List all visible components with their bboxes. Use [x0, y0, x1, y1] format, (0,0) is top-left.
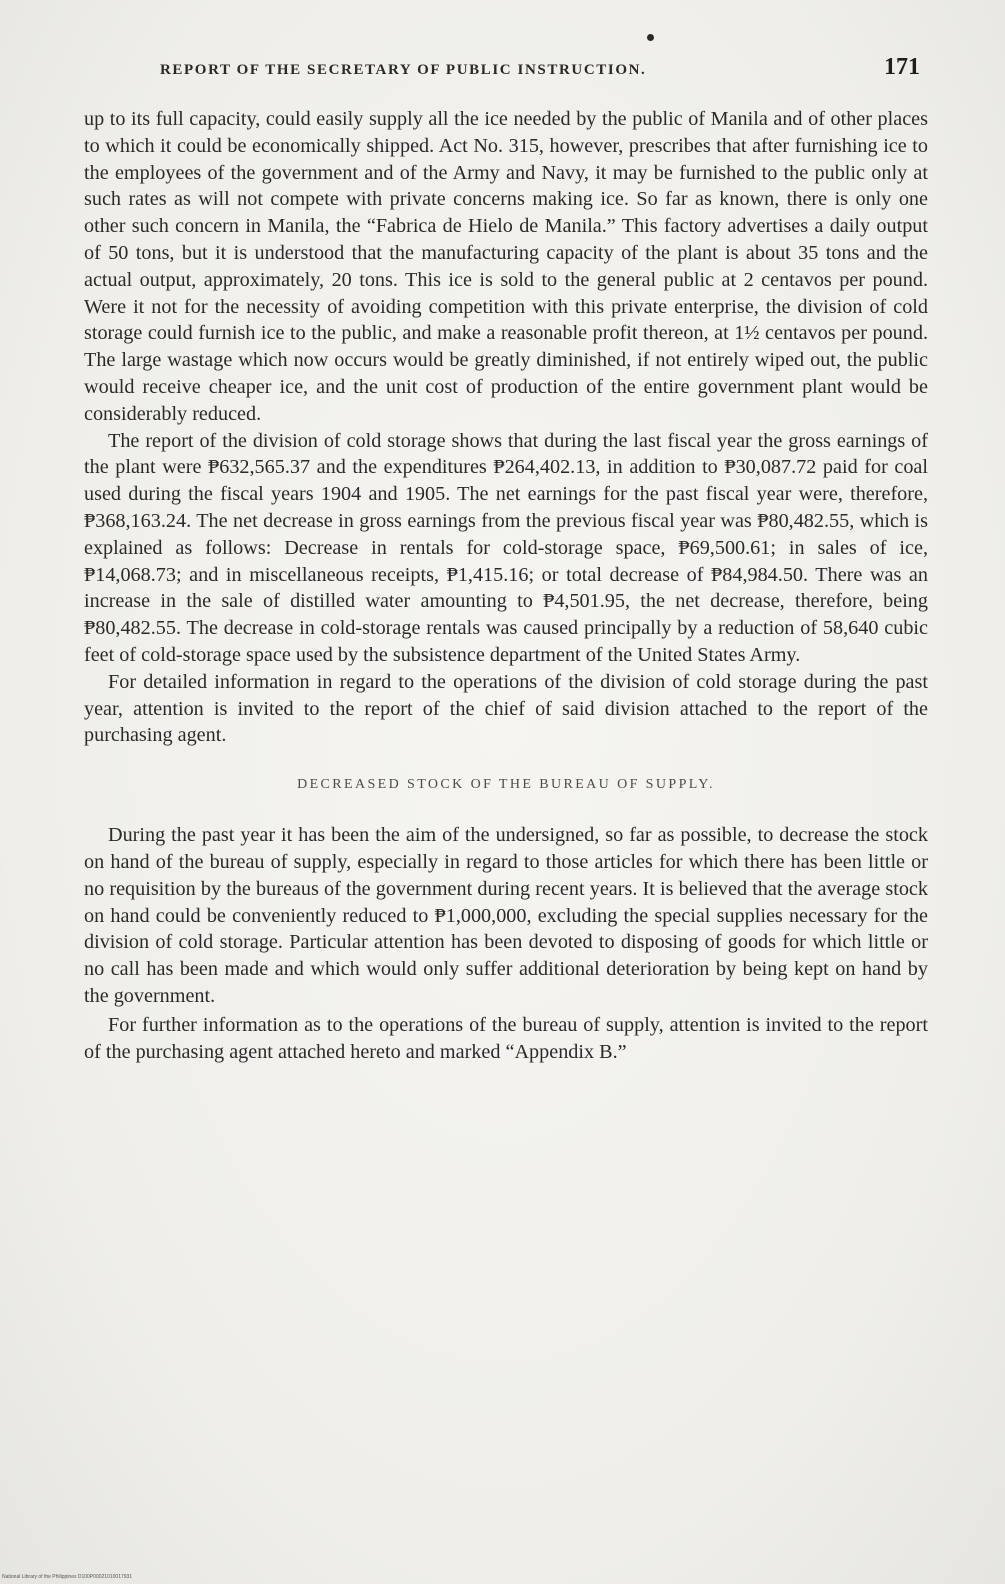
page-header	[160, 52, 920, 92]
paragraph-further-information: For further information as to the operations of the bureau of supply, attention is invited to the report of the purchasing agent attached hereto and marked “Appendix B.”	[84, 1013, 928, 1063]
ink-dot	[647, 34, 654, 41]
paragraph-decreased-stock: During the past year it has been the aim of the undersigned, so far as possible, to decrease the stock on hand of the bureau of supply, especially in regard to those articles for which there has been little or no requisition by the bureaus of the government during recent years. It is believed that the average stock on hand could be conveniently reduced to ₱1,000,000, excluding the special supplies necessary for the division of cold storage. Particular attention has been devoted to disposing of goods for which little or no call has been made and which would only suffer additional deterioration by being kept on hand by the government.	[84, 824, 928, 1007]
library-footer-note: National Library of the Philippines D100P00021010017931	[2, 1574, 133, 1580]
section-heading: DECREASED STOCK OF THE BUREAU OF SUPPLY.	[297, 777, 715, 793]
paragraph-detailed-information: For detailed information in regard to the operations of the division of cold storage during the past year, attention is invited to the report of the chief of said division attached to the report of the purchasing agent.	[84, 670, 928, 747]
body-text	[84, 106, 928, 1065]
page-number: 171	[884, 54, 920, 80]
running-head: REPORT OF THE SECRETARY OF PUBLIC INSTRUCTION.	[160, 62, 647, 78]
paragraph-cold-storage-earnings: The report of the division of cold storage shows that during the last fiscal year the gross earnings of the plant were ₱632,565.37 and the expenditures ₱264,402.13, in addition to ₱30,087.72 paid for coal used during the fiscal years 1904 and 1905. The net earnings for the past fiscal year were, therefore, ₱368,163.24. The net decrease in gross earnings from the previous fiscal year was ₱80,482.55, which is explained as follows: Decrease in rentals for cold-storage space, ₱69,500.61; in sales of ice, ₱14,068.73; and in miscellaneous receipts, ₱1,415.16; or total decrease of ₱84,984.50. There was an increase in the sale of distilled water amounting to ₱4,501.95, the net decrease, therefore, being ₱80,482.55. The decrease in cold-storage rentals was caused principally by a reduction of 58,640 cubic feet of cold-storage space used by the subsistence department of the United States Army.	[84, 429, 928, 666]
paragraph-ice-supply: up to its full capacity, could easily supply all the ice needed by the public of Manila and of other places to which it could be economically shipped. Act No. 315, however, prescribes that after furnishing ice to the employees of the government and of the Army and Navy, it may be furnished to the public only at such rates as will not compete with private concerns making ice. So far as known, there is only one other such concern in Manila, the “Fabrica de Hielo de Manila.” This factory advertises a daily output of 50 tons, but it is understood that the manufacturing capacity of the plant is about 35 tons and the actual output, approximately, 20 tons. This ice is sold to the general public at 2 centavos per pound. Were it not for the necessity of avoiding competition with this private enterprise, the division of cold storage could furnish ice to the public, and make a reasonable profit thereon, at 1½ centavos per pound. The large wastage which now occurs would be greatly diminished, if not entirely wiped out, the public would receive cheaper ice, and the unit cost of production of the entire government plant would be considerably reduced.	[84, 108, 928, 425]
